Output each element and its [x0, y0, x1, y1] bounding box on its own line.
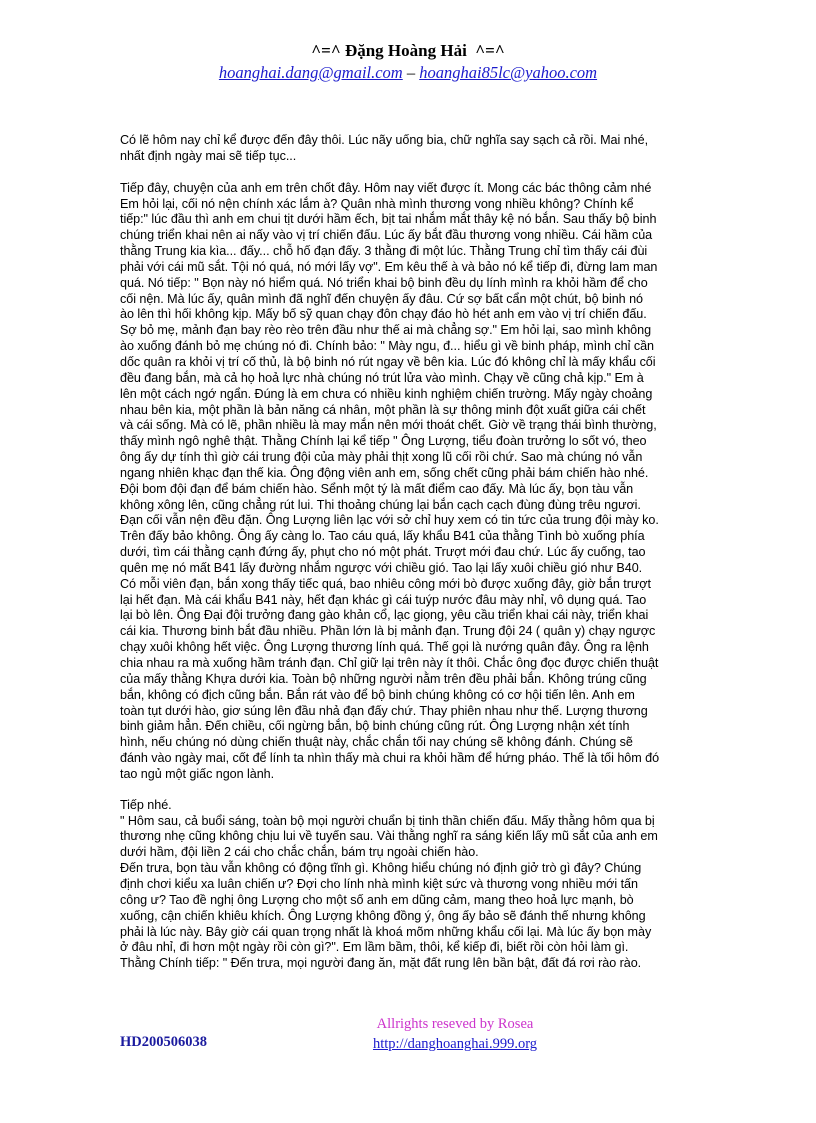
paragraph-story: Tiếp đây, chuyện của anh em trên chốt đây. Hôm nay viết được ít. Mong các bác thông cảm nhé Em hỏi lại, cối nó nện chính xác lắm à? Quân nhà mình thương vong nhiều không? Chính kể tiếp:" lúc đầu thì anh em chui tịt dưới hầm ếch, bịt tai nhắm mắt thây kệ nó bắn. Sau thấy bộ binh chúng triển khai nên ai nấy vào vị trí chiến đấu. Lúc ấy bắt đầu thương vong nhiều. Cái hầm của thằng Trung kia kìa... đấy... chỗ hố đạn đấy. 3 thằng đi một lúc. Thằng Trung chỉ tìm thấy cái đùi phải với cái mũ sắt. Tội nó quá, nó mới lấy vợ". Em kêu thế à và bảo nó kể tiếp đi, đừng lam man quá. Nó tiếp: " Bọn này nó hiểm quá. Nó triển khai bộ binh đều dụ lính mình ra khỏi hầm để cho cối nện. Mà lúc ấy, quân mình đã nghĩ đến chuyện ấy đâu. Cứ sợ bất cẩn một chút, bộ binh nó ào lên thì hối không kịp. Mấy bố sỹ quan chạy đôn chạy đáo hò hét anh em vào vị trí chiến đấu. Sợ bỏ mẹ, mảnh đạn bay rèo rèo trên đầu như thế ai mà chẳng sợ." Em hỏi lại, sao mình không ào xuống đánh bỏ mẹ chúng nó đi. Chính bảo: " Mày ngu, đ... hiểu gì về binh pháp, mình chỉ cần dốc quân ra khỏi vị trí cố thủ, là bộ binh nó rút ngay về bên kia. Lúc đó không chỉ là mấy khẩu cối đều đang bắn, mà cả họ hoả lực nhà chúng nó trút lửa vào mình. Chạy về cũng chả kịp." Em à lên một cách ngớ ngẩn. Đúng là em chưa có nhiều kinh nghiệm chiến trường. Mấy ngày choảng nhau bên kia, một phần là bản năng cá nhân, một phần là sự thông minh đột xuất giữa cái chết và cái sống. Mà có lẽ, phần nhiều là may mắn nên mới thoát chết. Giờ về trạng thái bình thường, thấy mình ngô nghê thật. Thằng Chính lại kể tiếp " Ông Lượng, tiểu đoàn trưởng lo sốt vó, theo ông ấy dự tính thì giờ cái trung đội của mày phải thịt xong lũ cối rồi chứ. Sao mà chúng nó vẫn ngang nhiên khạc đạn thế kia. Ông động viên anh em, sống chết cũng phải bám chiến hào nhé. Đội bom đội đạn để bám chiến hào. Sểnh một tý là mất điểm cao đấy. Mà lúc ấy, bọn tàu vẫn không xông lên, cũng chẳng rút lui. Thi thoảng chúng lại bắn cạch cạch đùng đùng trêu ngươi. Đạn cối vẫn nện đều đặn. Ông Lượng liên lạc với sở chỉ huy xem có tin tức của trung đội mày ko. Trên đấy bảo không. Ông ấy càng lo. Tao cáu quá, lấy khẩu B41 của thằng Tình bò xuống phía dưới, tìm cái thằng cạnh đứng ấy, phụt cho nó một phát. Trượt mới đau chứ. Lúc ấy cuống, tao quên mẹ nó mất B41 lấy đường nhắm ngược với chiều gió. Tao lại lấy xuôi chiều gió như B40. Có mỗi viên đạn, bắn xong thấy tiếc quá, bao nhiêu công mới bò được xuống đây, giờ bắn trượt lại hết đạn. Mà cái khẩu B41 này, hết đạn khác gì cái tuýp nước đâu mày nhỉ, vô dụng quá. Tao lại bò lên. Ông Đại đội trưởng đang gào khản cổ, lạc giọng, yêu cầu triển khai cái này, triển khai cái kia. Thương binh bắt đầu nhiều. Phần lớn là bị mảnh đạn. Trung đội 24 ( quân y) chạy ngược chạy xuôi không hết việc. Ông Lượng thương lính quá. Thế gọi là nướng quân đây. Ông ra lệnh chia nhau ra mà xuống hầm tránh đạn. Chỉ giữ lại trên này ít thôi. Chắc ông đọc được chiến thuật của mấy thằng Khựa dưới kia. Toàn bộ những người nằm trên đều phải bắn. Không trúng cũng bắn, không có địch cũng bắn. Bắn rát vào để bộ binh chúng không có cơ hội tiến lên. Anh em toàn tụt dưới hào, giơ súng lên đầu nhả đạn đấy chứ. Thay phiên nhau như thế. Lượng thương binh giảm hẳn. Đến chiều, cối ngừng bắn, bộ binh chúng cũng rút. Ông Lượng nhận xét tính hình, nếu chúng nó dùng chiến thuật này, chắc chắn tối nay chúng sẽ không đánh. Chúng sẽ đánh vào ngày mai, cốt để lính ta nhìn thấy mà chui ra khỏi hầm để hứng pháo. Thế là tối hôm đó tao ngủ một giấc ngon lành.: [120, 180, 660, 781]
document-id: HD200506038: [120, 1034, 207, 1050]
document-header: [0, 40, 816, 84]
contact-emails: [0, 62, 816, 84]
document-body: [120, 133, 698, 972]
footer-credits: [340, 1014, 570, 1054]
email-link-yahoo[interactable]: hoanghai85lc@yahoo.com: [419, 63, 598, 82]
email-separator: –: [402, 63, 420, 82]
website-link[interactable]: http://danghoanghai.999.org: [372, 1036, 538, 1052]
paragraph-continuation: Tiếp nhé. " Hôm sau, cả buổi sáng, toàn bộ mọi người chuẩn bị tinh thần chiến đấu. Mấy thằng hôm qua bị thương nhẹ cũng không chịu lui về tuyến sau. Vài thằng nghĩ ra sáng kiến lấy mũ sắt của anh em dưới hầm, đội liền 2 cái cho chắc chắn, bám trụ ngoài chiến hào. Đến trưa, bọn tàu vẫn không có động tĩnh gì. Không hiểu chúng nó định giở trò gì đây? Chúng định chơi kiểu xa luân chiến ư? Đợi cho lính nhà mình kiệt sức và thương vong nhiều mới tấn công ư? Tao đề nghị ông Lượng cho một số anh em dũng cảm, mang theo hoả lực mạnh, bò xuống, cận chiến khiêu khích. Ông Lượng không đồng ý, ông ấy bảo sẽ đánh thế nhưng không phải là lúc này. Bây giờ cái quan trọng nhất là khoá mõm những khẩu cối lại. Mà lúc ấy bọn mày ở đâu nhỉ, đi hơn một ngày rồi còn gì?". Em lầm bầm, thôi, kể kiếp đi, biết rồi còn hỏi làm gì. Thằng Chính tiếp: " Đến trưa, mọi người đang ăn, mặt đất rung lên bần bật, đất đá rơi rào rào.: [120, 797, 658, 971]
email-link-gmail[interactable]: hoanghai.dang@gmail.com: [218, 63, 403, 82]
paragraph-intro: Có lẽ hôm nay chỉ kể được đến đây thôi. Lúc nãy uống bia, chữ nghĩa say sạch cả rồi. Mai nhé, nhất định ngày mai sẽ tiếp tục...: [120, 133, 649, 163]
copyright-notice: Allrights reseved by Rosea: [376, 1016, 534, 1032]
author-title: ^=^ Đặng Hoàng Hải ^=^: [311, 41, 505, 60]
